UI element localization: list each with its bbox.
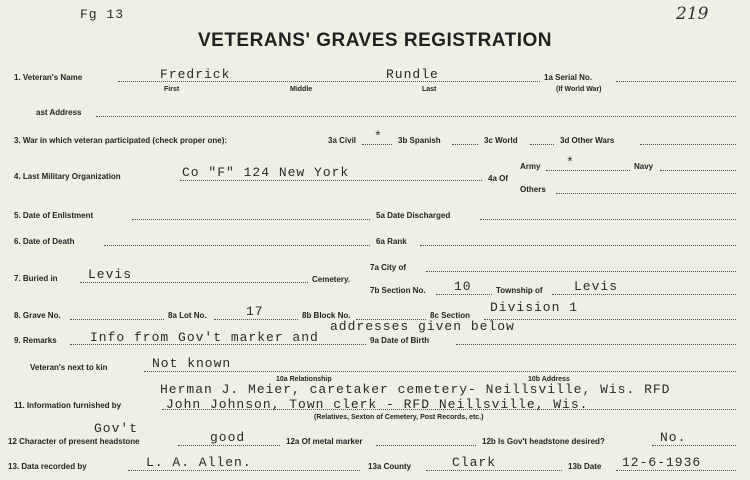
buried-in-label: 7. Buried in — [14, 274, 58, 283]
others-line — [556, 193, 736, 194]
first-name-value: Fredrick — [160, 67, 231, 82]
others-label: Others — [520, 185, 546, 194]
death-label: 6. Date of Death — [14, 237, 75, 246]
section-no-label: 7b Section No. — [370, 286, 426, 295]
military-org-label: 4. Last Military Organization — [14, 172, 121, 181]
lot-no-line — [214, 319, 298, 320]
county-line — [426, 470, 562, 471]
cemetery-label: Cemetery. — [312, 275, 351, 284]
corner-code: Fg 13 — [80, 7, 125, 22]
lot-no-value: 17 — [246, 304, 264, 319]
civil-line — [362, 144, 392, 145]
city-of-label: 7a City of — [370, 263, 407, 272]
headstone-label: 12 Character of present headstone — [8, 437, 140, 446]
remarks-label: 9. Remarks — [14, 336, 57, 345]
county-label: 13a County — [368, 462, 412, 471]
lot-no-label: 8a Lot No. — [168, 311, 207, 320]
township-label: Township of — [496, 286, 543, 295]
military-org-value: Co "F" 124 New York — [182, 165, 350, 180]
metal-marker-line — [376, 445, 476, 446]
form-title: VETERANS' GRAVES REGISTRATION — [197, 30, 552, 51]
serial-no-line — [616, 81, 736, 82]
remarks-value-line1: Info from Gov't marker and — [90, 330, 319, 345]
world-line — [530, 144, 554, 145]
section-no-value: 10 — [454, 279, 472, 294]
navy-line — [660, 170, 736, 171]
block-no-label: 8b Block No. — [302, 311, 351, 320]
info-value-line1: Herman J. Meier, caretaker cemetery- Neillsville, Wis. RFD — [160, 382, 671, 397]
metal-marker-label: 12a Of metal marker — [286, 437, 363, 446]
of-label: 4a Of — [488, 174, 509, 183]
township-line — [552, 294, 736, 295]
info-furnished-label: 11. Information furnished by — [14, 401, 122, 410]
date-value: 12-6-1936 — [622, 455, 702, 470]
last-caption: Last — [422, 86, 437, 93]
discharged-label: 5a Date Discharged — [376, 211, 451, 220]
city-of-line — [426, 271, 736, 272]
headstone-line — [178, 445, 280, 446]
next-of-kin-line — [144, 371, 736, 372]
date-line — [616, 470, 736, 471]
section-no-line — [436, 294, 492, 295]
buried-in-line — [80, 282, 308, 283]
govt-desired-line — [652, 445, 736, 446]
govt-desired-label: 12b Is Gov't headstone desired? — [482, 437, 605, 446]
govt-desired-value: No. — [660, 430, 687, 445]
if-world-war-caption: (If World War) — [556, 86, 602, 93]
serial-no-label: 1a Serial No. — [544, 73, 593, 82]
headstone-value: good — [210, 430, 246, 445]
navy-label: Navy — [634, 162, 654, 171]
world-label: 3c World — [484, 136, 518, 145]
army-mark: * — [566, 155, 575, 170]
grave-no-label: 8. Grave No. — [14, 311, 61, 320]
date-birth-label: 9a Date of Birth — [370, 336, 430, 345]
county-value: Clark — [452, 455, 497, 470]
recorded-by-line — [128, 470, 360, 471]
rank-label: 6a Rank — [376, 237, 407, 246]
other-wars-label: 3d Other Wars — [560, 136, 615, 145]
govt-insert: Gov't — [94, 421, 139, 436]
veteran-name-label: 1. Veteran's Name — [14, 73, 83, 82]
enlistment-label: 5. Date of Enlistment — [14, 211, 94, 220]
civil-mark: * — [374, 129, 383, 144]
township-value: Levis — [574, 279, 619, 294]
civil-label: 3a Civil — [328, 136, 357, 145]
section-value: Division 1 — [490, 300, 579, 315]
first-caption: First — [164, 86, 180, 93]
other-wars-line — [640, 144, 736, 145]
date-birth-line — [456, 344, 736, 345]
recorded-by-label: 13. Data recorded by — [8, 462, 87, 471]
remarks-value-line2: addresses given below — [330, 319, 515, 334]
spanish-line — [452, 144, 478, 145]
section-line — [484, 319, 736, 320]
rank-line — [420, 245, 736, 246]
relatives-note: (Relatives, Sexton of Cemetery, Post Records, etc.) — [314, 414, 484, 421]
next-of-kin-label: Veteran's next to kin — [30, 363, 108, 372]
enlistment-line — [132, 219, 370, 220]
relationship-caption: 10a Relationship — [276, 376, 332, 383]
middle-caption: Middle — [290, 86, 313, 93]
grave-no-line — [70, 319, 164, 320]
last-name-value: Rundle — [386, 67, 439, 82]
date-label: 13b Date — [568, 462, 602, 471]
discharged-line — [480, 219, 736, 220]
card-number: 219 — [676, 4, 709, 24]
last-address-label: ast Address — [36, 108, 82, 117]
army-label: Army — [520, 162, 541, 171]
recorded-by-value: L. A. Allen. — [146, 455, 252, 470]
last-address-line — [96, 116, 736, 117]
army-line — [546, 170, 630, 171]
military-org-line — [180, 180, 482, 181]
next-of-kin-value: Not known — [152, 356, 232, 371]
war-question-label: 3. War in which veteran participated (check proper one): — [14, 136, 228, 145]
info-value-line2: John Johnson, Town clerk - RFD Neillsville, Wis. — [166, 397, 589, 412]
section-label: 8c Section — [430, 311, 471, 320]
death-line — [104, 245, 370, 246]
address-caption: 10b Address — [528, 376, 570, 383]
spanish-label: 3b Spanish — [398, 136, 441, 145]
buried-in-value: Levis — [88, 267, 133, 282]
